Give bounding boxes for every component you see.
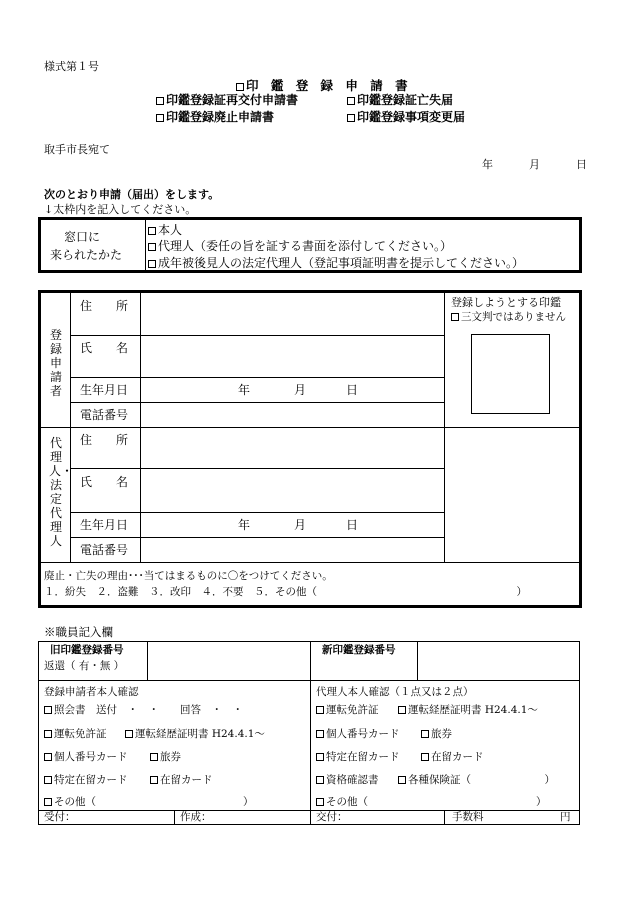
- agent-group-label: 代理人・法定代理人: [49, 436, 74, 548]
- seal-stamp-box[interactable]: [471, 334, 550, 414]
- old-number-label: 旧印鑑登録番号: [50, 644, 124, 656]
- checkbox-icon[interactable]: [44, 706, 52, 714]
- applicant-check-item[interactable]: [44, 751, 138, 764]
- applicant-name-field[interactable]: [142, 337, 442, 375]
- lost-title-row: [347, 93, 453, 107]
- item-label: 照会書 送付 ・ ・ 回答 ・ ・: [54, 704, 243, 716]
- checkbox-icon[interactable]: [44, 776, 52, 784]
- applicant-check-item-b[interactable]: [150, 774, 213, 787]
- item-label: 運転経歴証明書 H24.4.1～: [408, 704, 538, 716]
- checkbox-icon[interactable]: [316, 730, 324, 738]
- visitor-label-1: 窓口に: [64, 230, 101, 244]
- checkbox-icon[interactable]: [316, 798, 324, 806]
- checkbox-icon[interactable]: [156, 114, 164, 122]
- applicant-check-item[interactable]: [44, 796, 254, 809]
- applicant-address-field[interactable]: [142, 294, 442, 333]
- abolish-title-row: [156, 110, 274, 124]
- agent-check-item-b[interactable]: [398, 774, 555, 787]
- reason-options[interactable]: １．紛失 ２．盗難 ３．改印 ４．不要 ５．その他（ ）: [44, 586, 527, 598]
- applicant-address-label: 住 所: [80, 299, 129, 313]
- item-label: 運転経歴証明書 H24.4.1～: [135, 728, 265, 740]
- checkbox-icon[interactable]: [125, 730, 133, 738]
- item-label: 資格確認書: [326, 774, 389, 786]
- checkbox-icon[interactable]: [421, 730, 429, 738]
- instruction-text: ↓太枠内を記入してください。: [44, 203, 197, 216]
- applicant-check-heading: 登録申請者本人確認: [44, 686, 139, 698]
- checkbox-icon[interactable]: [236, 83, 244, 91]
- checkbox-icon[interactable]: [316, 706, 324, 714]
- item-label: 各種保険証（ ）: [408, 774, 555, 786]
- checkbox-icon[interactable]: [347, 114, 355, 122]
- item-label: 個人番号カード: [326, 728, 410, 740]
- visitor-option-self[interactable]: [148, 223, 182, 237]
- item-label: その他（ ）: [54, 796, 254, 808]
- item-label: その他（ ）: [326, 796, 547, 808]
- change-title-row: [347, 110, 465, 124]
- checkbox-icon[interactable]: [398, 776, 406, 784]
- yen-label: 円: [560, 811, 571, 823]
- applicant-check-item-b[interactable]: [150, 751, 181, 764]
- checkbox-icon[interactable]: [316, 776, 324, 784]
- created-label: 作成：: [180, 811, 212, 823]
- checkbox-icon[interactable]: [44, 753, 52, 761]
- main-title: 印 鑑 登 録 申 請 書: [246, 78, 412, 93]
- agent-birthdate-label: 生年月日: [80, 518, 129, 532]
- agent-check-heading: 代理人本人確認（１点又は２点）: [316, 686, 474, 698]
- date-day: 日: [576, 158, 587, 171]
- form-number: 様式第１号: [44, 60, 99, 73]
- item-label: 旅券: [160, 751, 181, 763]
- addressee: 取手市長宛て: [44, 143, 110, 156]
- checkbox-icon[interactable]: [150, 753, 158, 761]
- applicant-birth-year: 年: [238, 383, 251, 397]
- agent-check-item-b[interactable]: [421, 751, 484, 764]
- checkbox-icon[interactable]: [347, 97, 355, 105]
- fee-label: 手数料: [452, 811, 484, 823]
- visitor-option-guardian[interactable]: [148, 256, 524, 270]
- checkbox-icon[interactable]: [421, 753, 429, 761]
- applicant-check-item[interactable]: [44, 728, 117, 741]
- new-number-label: 新印鑑登録番号: [322, 644, 396, 656]
- applicant-birthdate-label: 生年月日: [80, 383, 129, 397]
- item-label: 在留カード: [160, 774, 213, 786]
- intro-text: 次のとおり申請（届出）をします。: [44, 188, 220, 201]
- change-title: 印鑑登録事項変更届: [357, 110, 466, 124]
- checkbox-icon[interactable]: [44, 730, 52, 738]
- applicant-birth-month: 月: [294, 383, 307, 397]
- reissue-title-row: [156, 93, 298, 107]
- staff-heading: ※職員記入欄: [44, 625, 113, 639]
- item-label: 旅券: [431, 728, 452, 740]
- checkbox-icon[interactable]: [451, 313, 459, 321]
- delivered-label: 交付：: [316, 811, 348, 823]
- checkbox-icon[interactable]: [398, 706, 406, 714]
- agent-check-item[interactable]: [316, 704, 389, 717]
- applicant-check-item-b[interactable]: [125, 728, 265, 741]
- applicant-phone-label: 電話番号: [80, 408, 129, 422]
- item-label: 運転免許証: [326, 704, 389, 716]
- agent-name-label: 氏 名: [80, 475, 129, 489]
- item-label: 個人番号カード: [54, 751, 138, 763]
- checkbox-icon[interactable]: [156, 97, 164, 105]
- agent-birth-year: 年: [238, 518, 251, 532]
- agent-name-field[interactable]: [142, 470, 442, 510]
- received-label: 受付：: [44, 811, 76, 823]
- reason-instruction: 廃止・亡失の理由･･･当てはまるものに〇をつけてください。: [44, 570, 333, 582]
- applicant-phone-field[interactable]: [142, 404, 442, 425]
- checkbox-icon[interactable]: [150, 776, 158, 784]
- main-title-row: [236, 75, 412, 94]
- item-label: 特定在留カード: [326, 751, 410, 763]
- agent-birth-day: 日: [346, 518, 359, 532]
- option-label: 成年被後見人の法定代理人（登記事項証明書を提示してください。）: [158, 256, 525, 270]
- agent-check-item-b[interactable]: [398, 704, 538, 717]
- applicant-group-label: 登録申請者: [49, 328, 62, 398]
- reissue-title: 印鑑登録証再交付申請書: [166, 93, 299, 107]
- applicant-name-label: 氏 名: [80, 341, 129, 355]
- seal-note-label: 三文判ではありません: [461, 311, 566, 323]
- visitor-label-2: 来られたかた: [50, 248, 123, 262]
- applicant-check-item[interactable]: [44, 704, 243, 717]
- agent-check-item[interactable]: [316, 774, 389, 787]
- item-label: 運転免許証: [54, 728, 117, 740]
- date-month: 月: [529, 158, 540, 171]
- visitor-option-agent[interactable]: [148, 239, 452, 253]
- applicant-birth-day: 日: [346, 383, 359, 397]
- agent-address-field[interactable]: [142, 429, 442, 466]
- agent-check-item[interactable]: [316, 751, 410, 764]
- checkbox-icon[interactable]: [148, 243, 156, 251]
- checkbox-icon[interactable]: [148, 260, 156, 268]
- option-label: 代理人（委任の旨を証する書面を添付してください。）: [158, 239, 453, 253]
- return-status: 返還（ 有・無 ）: [44, 660, 125, 672]
- checkbox-icon[interactable]: [148, 227, 156, 235]
- checkbox-icon[interactable]: [44, 798, 52, 806]
- item-label: 特定在留カード: [54, 774, 138, 786]
- seal-heading: 登録しようとする印鑑: [451, 296, 561, 309]
- applicant-check-item[interactable]: [44, 774, 138, 787]
- agent-phone-field[interactable]: [142, 539, 442, 560]
- agent-check-item[interactable]: [316, 796, 547, 809]
- agent-phone-label: 電話番号: [80, 543, 129, 557]
- agent-check-item[interactable]: [316, 728, 410, 741]
- agent-address-label: 住 所: [80, 433, 129, 447]
- option-label: 本人: [158, 223, 183, 237]
- seal-note[interactable]: [451, 311, 566, 324]
- agent-check-item-b[interactable]: [421, 728, 452, 741]
- checkbox-icon[interactable]: [316, 753, 324, 761]
- date-year: 年: [482, 158, 493, 171]
- item-label: 在留カード: [431, 751, 484, 763]
- abolish-title: 印鑑登録廃止申請書: [166, 110, 275, 124]
- agent-birth-month: 月: [294, 518, 307, 532]
- lost-title: 印鑑登録証亡失届: [357, 93, 454, 107]
